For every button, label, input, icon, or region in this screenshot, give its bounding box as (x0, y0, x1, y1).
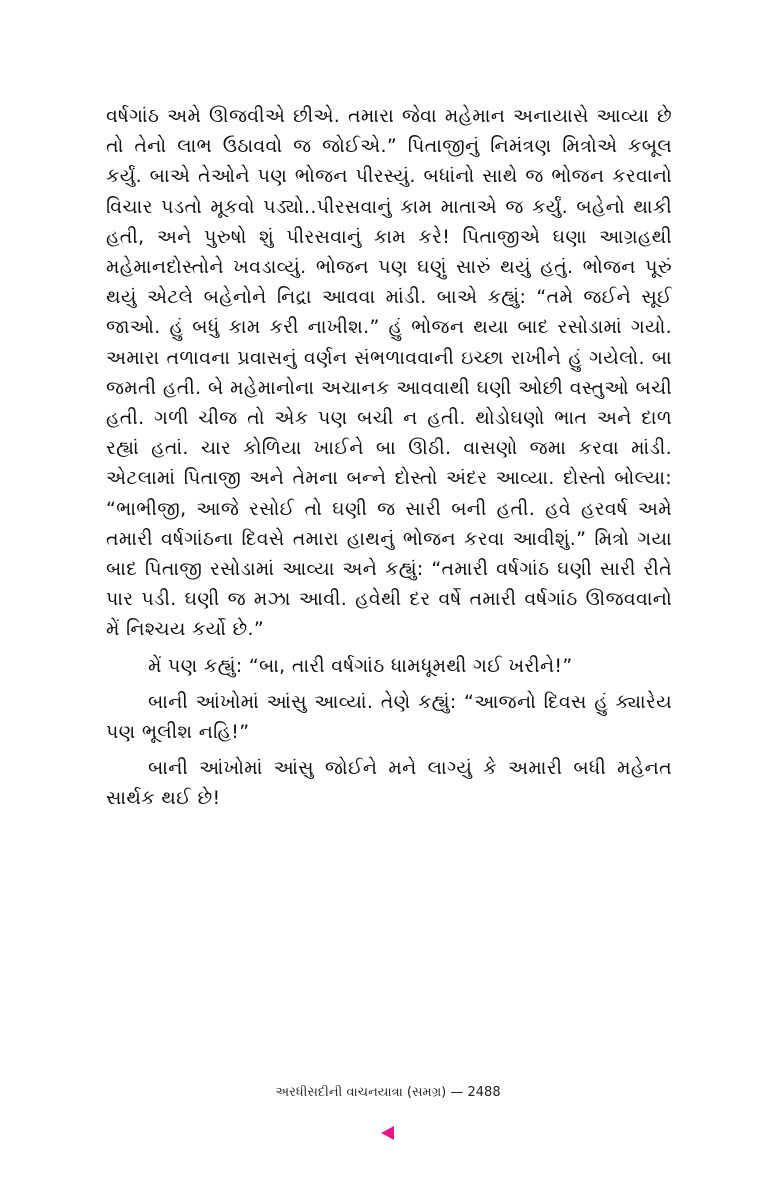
paragraph-4: બાની આંખોમાં આંસુ જોઈને મને લાગ્યું કે અમારી બધી મહેનત સાર્થક થઈ છે! (106, 757, 672, 810)
paragraph-2: મેં પણ કહ્યું: “બા, તારી વર્ષગાંઠ ધામધૂમથી ગઈ ખરીને!” (148, 654, 573, 677)
paragraph-1: વર્ષગાંઠ અમે ઊજવીએ છીએ. તમારા જેવા મહેમાન અનાયાસે આવ્યા છે તો તેનો લાભ ઉઠાવવો જ જોઈએ.” પિતાજીનું નિમંત્રણ મિત્રોએ કબૂલ કર્યું. બાએ તેઓને પણ ભોજન પીરસ્યું. બધાંનો સાથે જ ભોજન કરવાનો વિચાર પડતો મૂકવો પડ્યો..પીરસવાનું કામ માતાએ જ કર્યું. બહેનો થાકી હતી, અને પુરુષો શું પીરસવાનું કામ કરે! પિતાજીએ ઘણા આગ્રહથી મહેમાનદોસ્તોને ખવડાવ્યું. ભોજન પણ ઘણું સારું થયું હતું. ભોજન પૂરું થયું એટલે બહેનોને નિદ્રા આવવા માંડી. બાએ કહ્યું: “તમે જઈને સૂઈ જાઓ. હું બધું કામ કરી નાખીશ.” હું ભોજન થયા બાદ રસોડામાં ગયો. અમારા તળાવના પ્રવાસનું વર્ણન સંભળાવવાની ઇચ્છા રાખીને હું ગયેલો. બા જમતી હતી. બે મહેમાનોના અચાનક આવવાથી ઘણી ઓછી વસ્તુઓ બચી હતી. ગળી ચીજ તો એક પણ બચી ન હતી. થોડોઘણો ભાત અને દાળ રહ્યાં હતાં. ચાર કોળિયા ખાઈને બા ઊઠી. વાસણો જમા કરવા માંડી. એટલામાં પિતાજી અને તેમના બન્ને દોસ્તો અંદર આવ્યા. દોસ્તો બોલ્યા: “ભાભીજી, આજે રસોઈ તો ઘણી જ સારી બની હતી. હવે હરવર્ષ અમે તમારી વર્ષગાંઠના દિવસે તમારા હાથનું ભોજન કરવા આવીશું.” મિત્રો ગયા બાદ પિતાજી રસોડામાં આવ્યા અને કહ્યું: “તમારી વર્ષગાંઠ ઘણી સારી રીતે પાર પડી. ઘણી જ મઝા આવી. હવેથી દર વર્ષે તમારી વર્ષગાંઠ ઊજવવાનો મેં નિશ્ચય કર્યો છે.” (106, 105, 672, 641)
page-body (106, 101, 672, 814)
previous-page-icon[interactable] (381, 1126, 394, 1140)
paragraph-3: બાની આંખોમાં આંસુ આવ્યાં. તેણે કહ્યું: “આજનો દિવસ હું ક્યારેય પણ ભૂલીશ નહિ!” (106, 690, 672, 744)
page-footer: અરધીસદીની વાચનયાત્રા (સમગ્ર) — 2488 (275, 1085, 501, 1100)
